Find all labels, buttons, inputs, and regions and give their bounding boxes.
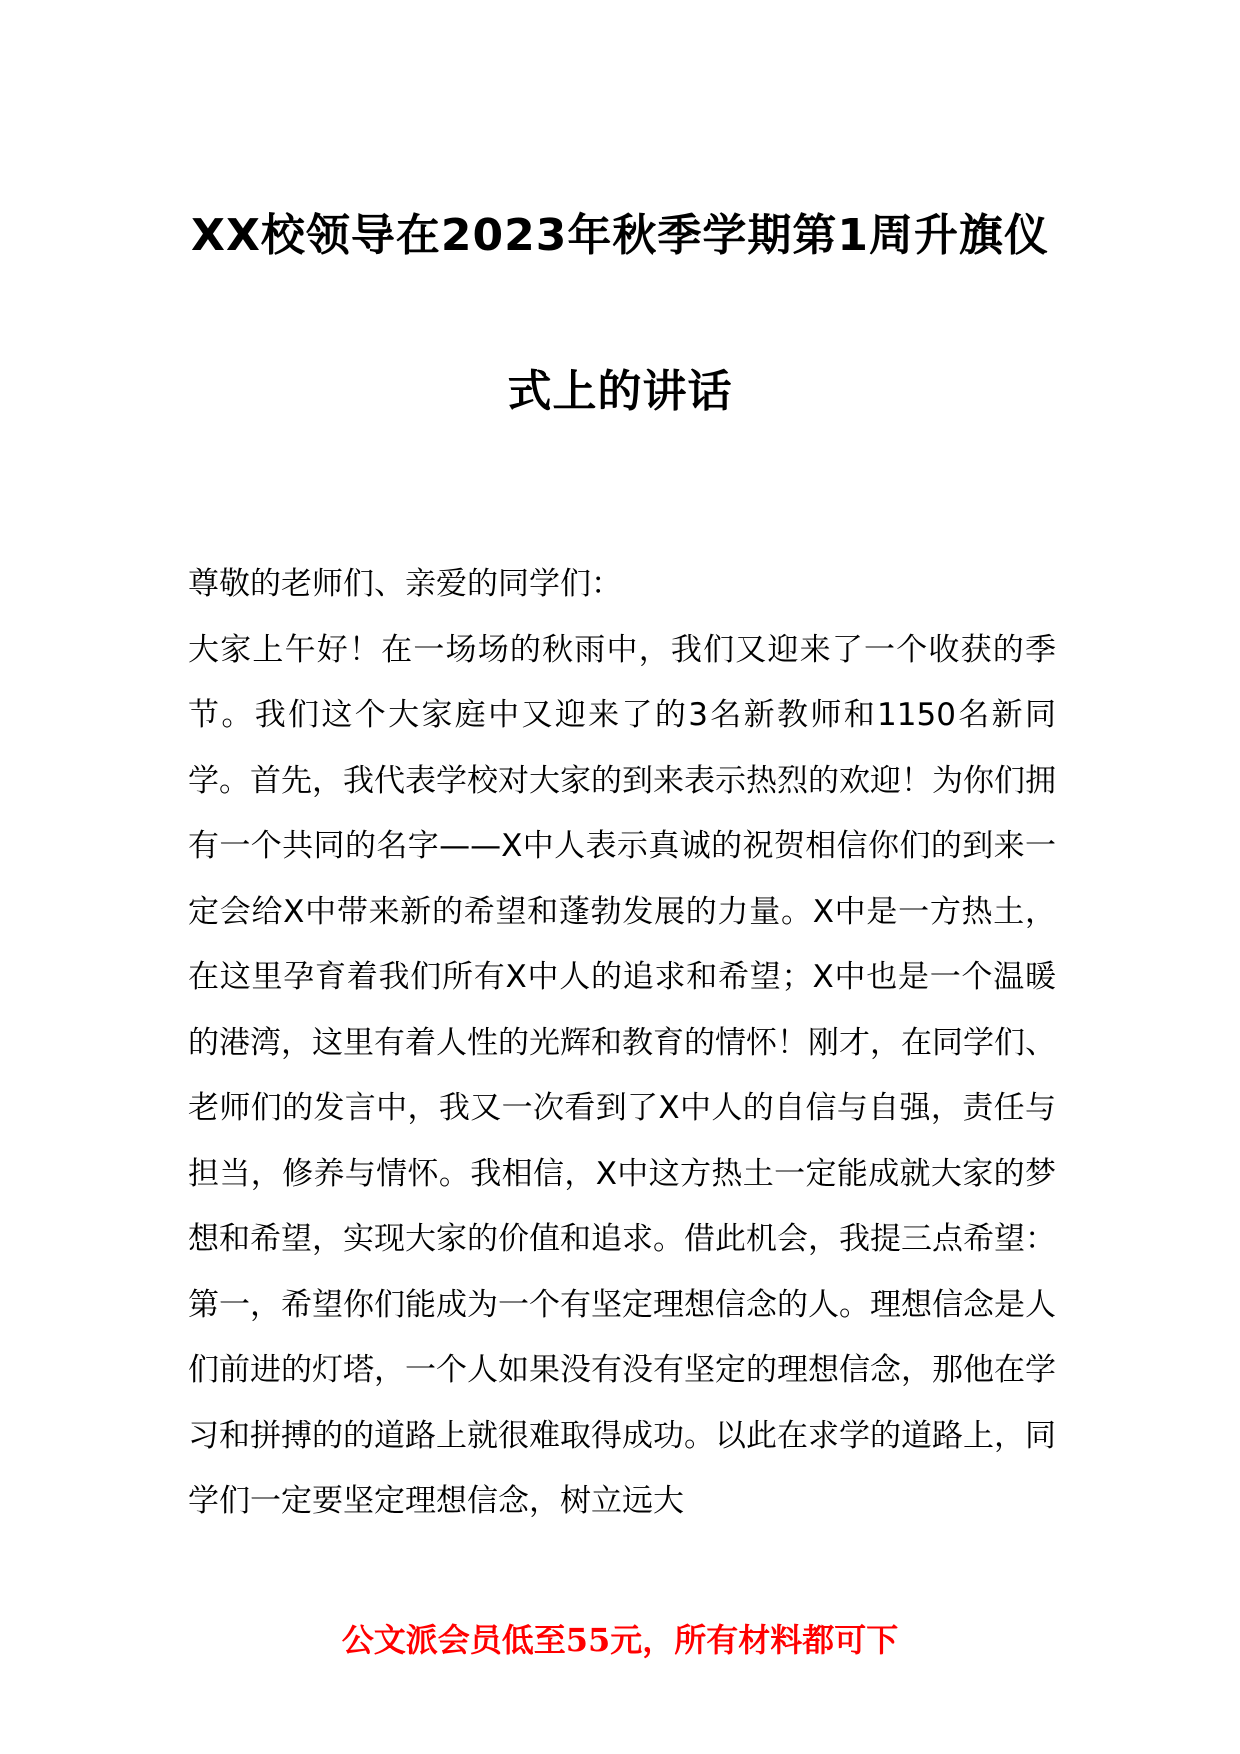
document-title-line-1: XX校领导在2023年秋季学期第1周升旗仪 (191, 210, 1049, 261)
salutation-paragraph: 尊敬的老师们、亲爱的同学们： (188, 566, 622, 602)
footer-advertisement: 公文派会员低至55元，所有材料都可下 (341, 1621, 899, 1659)
document-body (188, 552, 1056, 1535)
body-paragraph-2: 第一，希望你们能成为一个有坚定理想信念的人。理想信念是人们前进的灯塔，一个人如果没有没有坚定的理想信念，那他在学习和拼搏的的道路上就很难取得成功。以此在求学的道路上，同学们一定要坚定理想信念，树立远大 (188, 1286, 1056, 1519)
body-paragraph-1: 大家上午好！在一场场的秋雨中，我们又迎来了一个收获的季节。我们这个大家庭中又迎来了的3名新教师和1150名新同学。首先，我代表学校对大家的到来表示热烈的欢迎！为你们拥有一个共同的名字——X中人表示真诚的祝贺相信你们的到来一定会给X中带来新的希望和蓬勃发展的力量。X中是一方热土，在这里孕育着我们所有X中人的追求和希望；X中也是一个温暖的港湾，这里有着人性的光辉和教育的情怀！刚才，在同学们、老师们的发言中，我又一次看到了X中人的自信与自强，责任与担当，修养与情怀。我相信，X中这方热土一定能成就大家的梦想和希望，实现大家的价值和追求。借此机会，我提三点希望： (188, 631, 1056, 1257)
document-title-line-2: 式上的讲话 (507, 366, 733, 417)
